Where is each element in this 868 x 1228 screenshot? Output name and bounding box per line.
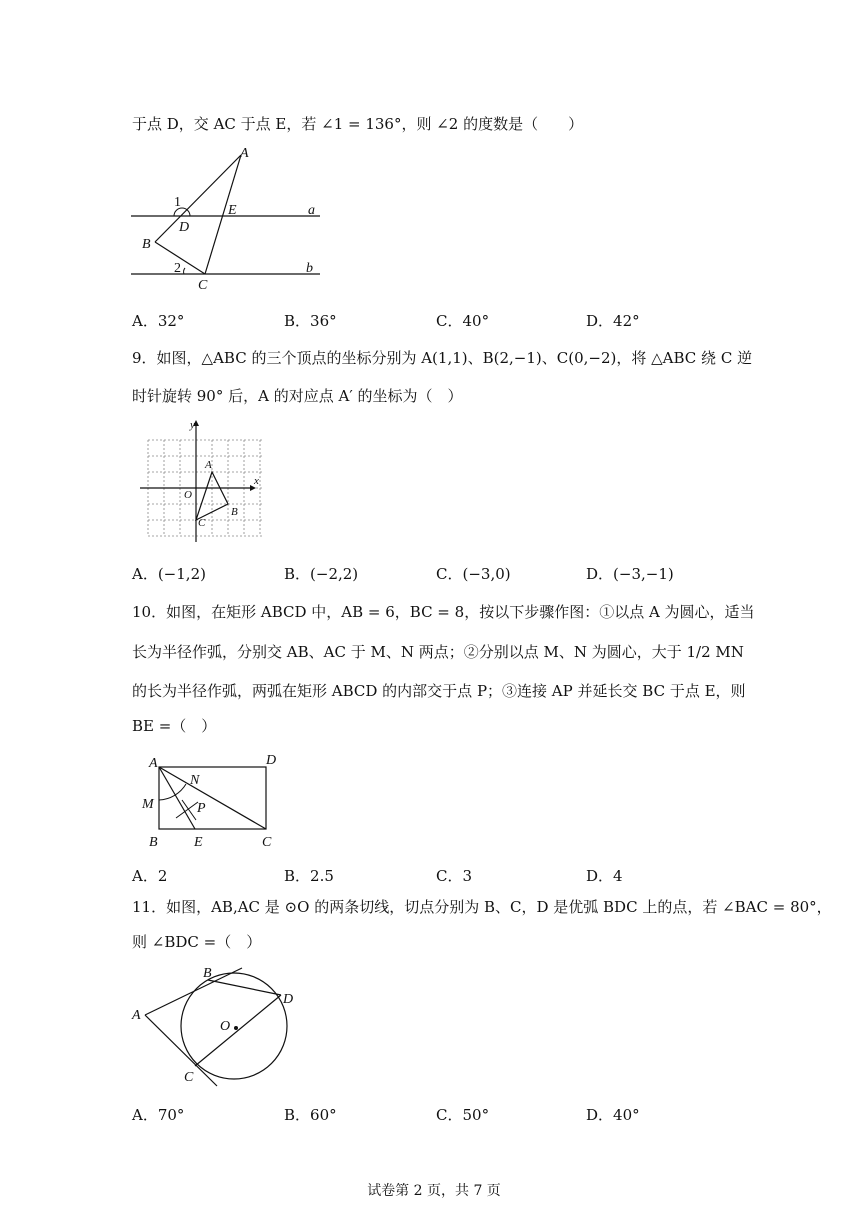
q8-figure (128, 145, 328, 295)
q8-option-d[interactable]: D．42° (586, 312, 640, 330)
q8-label-C: C (198, 278, 208, 293)
q8-label-2: 2 (174, 261, 181, 276)
q8-stem: 于点 D，交 AC 于点 E，若 ∠1 = 136°，则 ∠2 的度数是（ ） (132, 115, 584, 133)
q9-label-y: y (190, 419, 195, 431)
q11-option-a[interactable]: A．70° (132, 1106, 185, 1124)
q8-label-D: D (179, 220, 190, 235)
q10-label-D: D (266, 753, 277, 768)
q10-option-a[interactable]: A．2 (132, 867, 168, 885)
q10-line-2: 长为半径作弧，分别交 AB、AC 于 M、N 两点；②分别以点 M、N 为圆心，大于 1/2 MN (132, 643, 744, 661)
q8-option-c[interactable]: C．40° (436, 312, 490, 330)
q11-option-c[interactable]: C．50° (436, 1106, 490, 1124)
q11-label-B: B (203, 966, 212, 981)
q10-option-c[interactable]: C．3 (436, 867, 473, 885)
q8-label-B: B (142, 237, 151, 252)
q8-label-1: 1 (174, 195, 181, 210)
q11-line-1: 11．如图，AB,AC 是 ⊙O 的两条切线，切点分别为 B、C，D 是优弧 BDC 上的点，若 ∠BAC = 80°， (132, 898, 832, 916)
q10-figure (138, 750, 288, 850)
q10-line-4: BE =（ ） (132, 717, 217, 735)
q9-label-O: O (184, 489, 192, 501)
q10-label-A: A (149, 756, 158, 771)
q9-label-x: x (254, 475, 259, 487)
page-footer: 试卷第 2 页，共 7 页 (367, 1183, 501, 1199)
q9-label-B: B (231, 506, 238, 518)
q9-line-1: 9．如图，△ABC 的三个顶点的坐标分别为 A(1,1)、B(2,−1)、C(0,−2)，将 △ABC 绕 C 逆 (132, 349, 753, 367)
q11-figure (128, 962, 308, 1092)
q8-option-a[interactable]: A．32° (132, 312, 185, 330)
q11-label-C: C (184, 1070, 194, 1085)
q8-label-A: A (240, 146, 249, 161)
q11-option-b[interactable]: B．60° (284, 1106, 337, 1124)
q11-line-2: 则 ∠BDC =（ ） (132, 933, 262, 951)
q8-label-b: b (306, 261, 313, 276)
q9-option-c[interactable]: C．(−3,0) (436, 565, 511, 583)
q9-option-b[interactable]: B．(−2,2) (284, 565, 359, 583)
q10-line-3: 的长为半径作弧，两弧在矩形 ABCD 的内部交于点 P；③连接 AP 并延长交 BC 于点 E，则 (132, 682, 746, 700)
q11-label-D: D (283, 992, 294, 1007)
q10-label-B: B (149, 835, 158, 850)
q10-option-b[interactable]: B．2.5 (284, 867, 334, 885)
q8-label-E: E (228, 203, 237, 218)
q10-line-1: 10．如图，在矩形 ABCD 中，AB = 6，BC = 8，按以下步骤作图：①以点 A 为圆心，适当 (132, 603, 755, 621)
q10-label-N: N (190, 773, 200, 788)
q10-label-C: C (262, 835, 272, 850)
q10-option-d[interactable]: D．4 (586, 867, 623, 885)
q11-label-O: O (220, 1019, 231, 1034)
q10-label-M: M (142, 797, 154, 812)
q10-label-E: E (194, 835, 203, 850)
q9-option-d[interactable]: D．(−3,−1) (586, 565, 674, 583)
q9-label-C: C (198, 517, 206, 529)
q9-line-2: 时针旋转 90° 后，A 的对应点 A′ 的坐标为（ ） (132, 387, 463, 405)
q11-option-d[interactable]: D．40° (586, 1106, 640, 1124)
q8-label-a: a (308, 203, 315, 218)
q9-option-a[interactable]: A．(−1,2) (132, 565, 206, 583)
q9-label-A: A (205, 459, 212, 471)
q11-label-A: A (132, 1008, 141, 1023)
q8-option-b[interactable]: B．36° (284, 312, 337, 330)
q10-label-P: P (197, 801, 206, 816)
q9-figure (138, 420, 268, 545)
